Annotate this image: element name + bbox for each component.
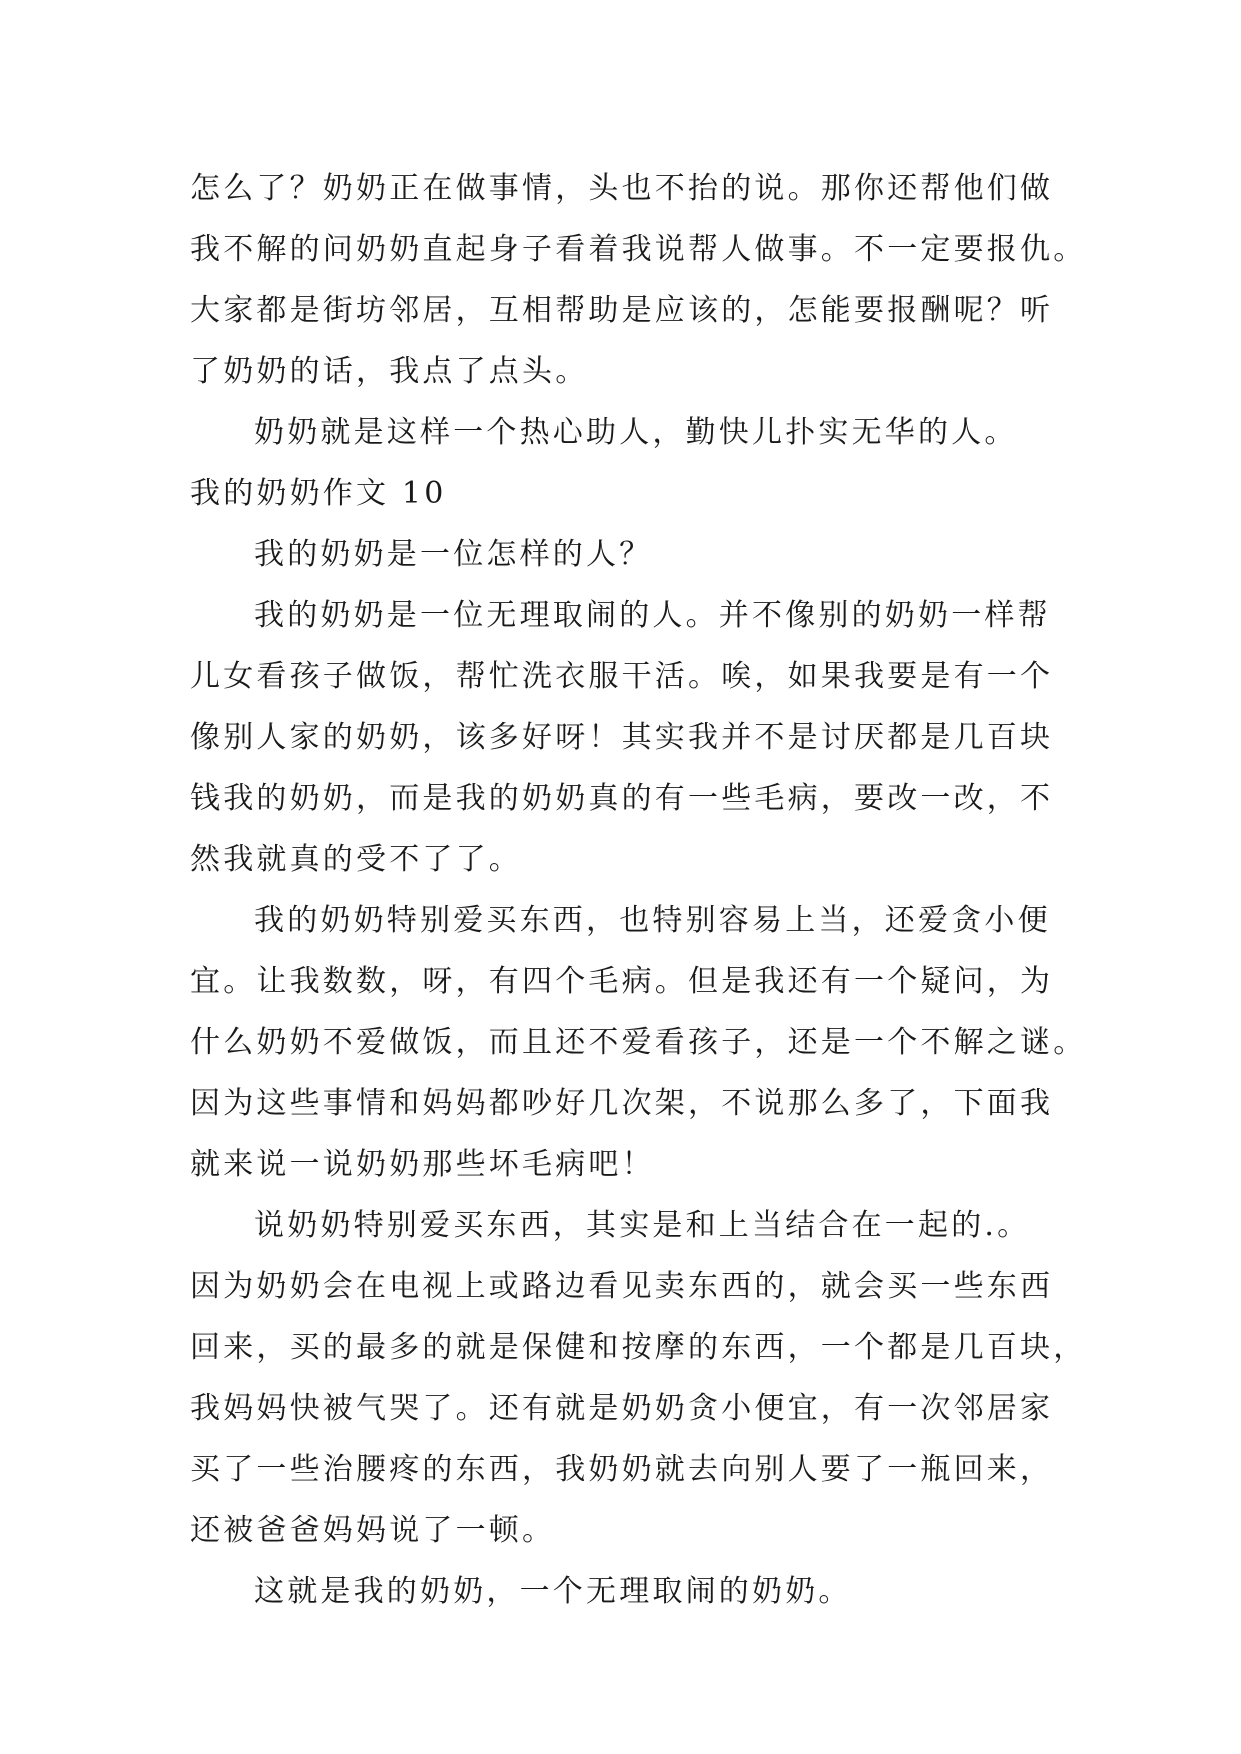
text-line: 我的奶奶特别爱买东西，也特别容易上当，还爱贪小便: [254, 903, 1051, 938]
text-line: 了奶奶的话，我点了点头。: [190, 354, 589, 389]
text-line: 什么奶奶不爱做饭，而且还不爱看孩子，还是一个不解之谜。: [190, 1025, 1087, 1060]
text-line: 钱我的奶奶，而是我的奶奶真的有一些毛病，要改一改，不: [190, 781, 1054, 816]
text-line: 这就是我的奶奶，一个无理取闹的奶奶。: [254, 1574, 852, 1609]
section-heading: 我的奶奶作文 10: [190, 476, 447, 511]
text-line: 我的奶奶是一位无理取闹的人。并不像别的奶奶一样帮: [254, 598, 1051, 633]
text-line: 然我就真的受不了了。: [190, 842, 522, 877]
text-line: 像别人家的奶奶，该多好呀！其实我并不是讨厌都是几百块: [190, 720, 1054, 755]
text-line: 奶奶就是这样一个热心助人，勤快儿扑实无华的人。: [254, 415, 1018, 450]
text-line: 买了一些治腰疼的东西，我奶奶就去向别人要了一瓶回来，: [190, 1452, 1054, 1487]
text-line: 我妈妈快被气哭了。还有就是奶奶贪小便宜，有一次邻居家: [190, 1391, 1054, 1426]
text-line: 因为奶奶会在电视上或路边看见卖东西的，就会买一些东西: [190, 1269, 1054, 1304]
text-line: 宜。让我数数，呀，有四个毛病。但是我还有一个疑问，为: [190, 964, 1054, 999]
text-line: 说奶奶特别爱买东西，其实是和上当结合在一起的.。: [254, 1208, 1031, 1243]
text-line: 我不解的问奶奶直起身子看着我说帮人做事。不一定要报仇。: [190, 232, 1087, 267]
document-body: [190, 158, 1090, 1622]
text-line: 我的奶奶是一位怎样的人？: [254, 537, 653, 572]
text-line: 就来说一说奶奶那些坏毛病吧！: [190, 1147, 655, 1182]
text-line: 儿女看孩子做饭，帮忙洗衣服干活。唉，如果我要是有一个: [190, 659, 1054, 694]
text-line: 因为这些事情和妈妈都吵好几次架，不说那么多了，下面我: [190, 1086, 1054, 1121]
text-line: 大家都是街坊邻居，互相帮助是应该的，怎能要报酬呢？听: [190, 293, 1054, 328]
text-line: 还被爸爸妈妈说了一顿。: [190, 1513, 556, 1548]
text-line: 回来，买的最多的就是保健和按摩的东西，一个都是几百块，: [190, 1330, 1087, 1365]
text-line: 怎么了？奶奶正在做事情，头也不抬的说。那你还帮他们做: [190, 171, 1054, 206]
